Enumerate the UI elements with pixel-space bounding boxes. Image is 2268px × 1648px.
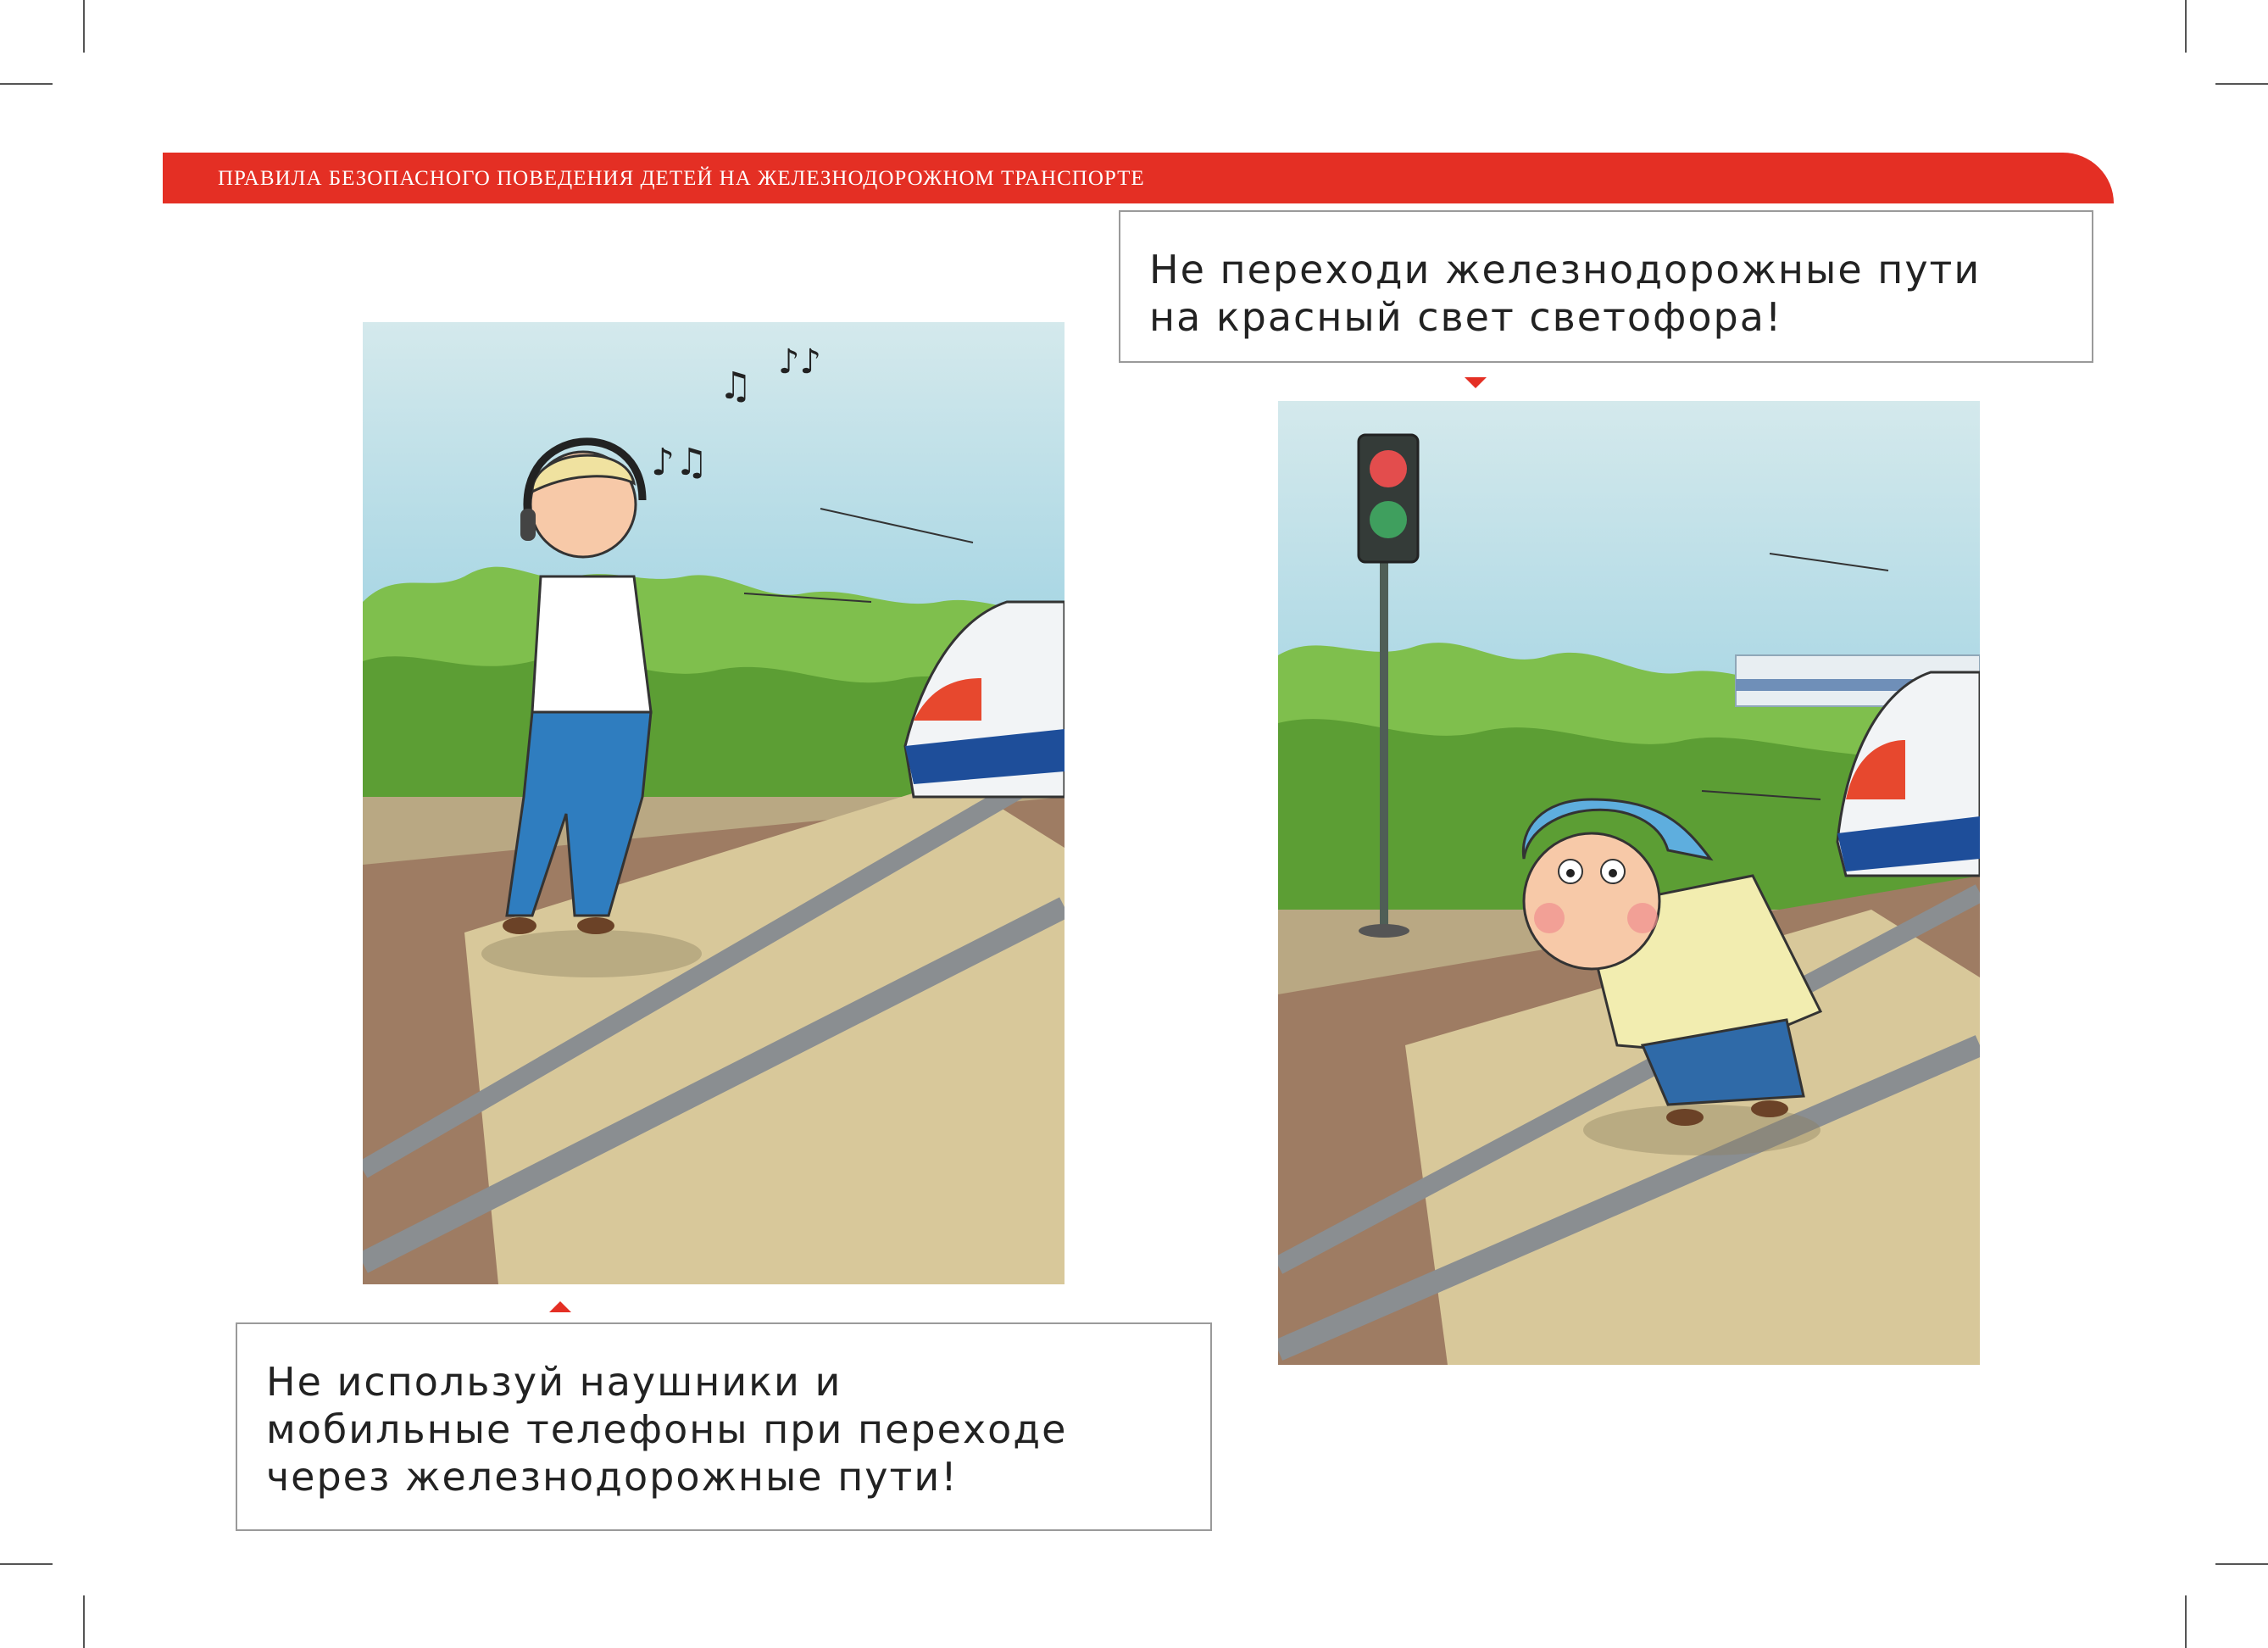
- rule-caption-headphones: [236, 1322, 1212, 1531]
- illustration-headphones-art: [363, 322, 1065, 1284]
- caption-pointer-up: [549, 1301, 571, 1312]
- crop-mark: [2185, 0, 2187, 53]
- caption-line: через железнодорожные пути!: [266, 1454, 959, 1500]
- crop-mark: [0, 1563, 53, 1565]
- svg-text:♪♪: ♪♪: [778, 342, 822, 381]
- header-band: [163, 153, 2114, 203]
- caption-line: мобильные телефоны при переходе: [266, 1406, 1068, 1452]
- rule-caption-traffic-light: [1119, 210, 2093, 363]
- crop-mark: [83, 0, 85, 53]
- caption-line: Не используй наушники и: [266, 1359, 842, 1405]
- crop-mark: [2185, 1595, 2187, 1648]
- page-title: ПРАВИЛА БЕЗОПАСНОГО ПОВЕДЕНИЯ ДЕТЕЙ НА ЖЕЛЕЗНОДОРОЖНОМ ТРАНСПОРТЕ: [218, 167, 1145, 190]
- svg-text:♪♫: ♪♫: [651, 441, 709, 484]
- crop-mark: [2215, 83, 2268, 85]
- caption-pointer-down: [1465, 377, 1487, 388]
- crop-mark: [83, 1595, 85, 1648]
- caption-line: Не переходи железнодорожные пути: [1149, 247, 1982, 292]
- illustration-traffic-light-art: [1278, 401, 1980, 1365]
- illustration-traffic-light: [1278, 401, 1980, 1365]
- crop-mark: [2215, 1563, 2268, 1565]
- svg-text:♫: ♫: [719, 365, 753, 408]
- illustration-headphones: [363, 322, 1065, 1284]
- caption-line: на красный свет светофора!: [1149, 294, 1783, 340]
- crop-mark: [0, 83, 53, 85]
